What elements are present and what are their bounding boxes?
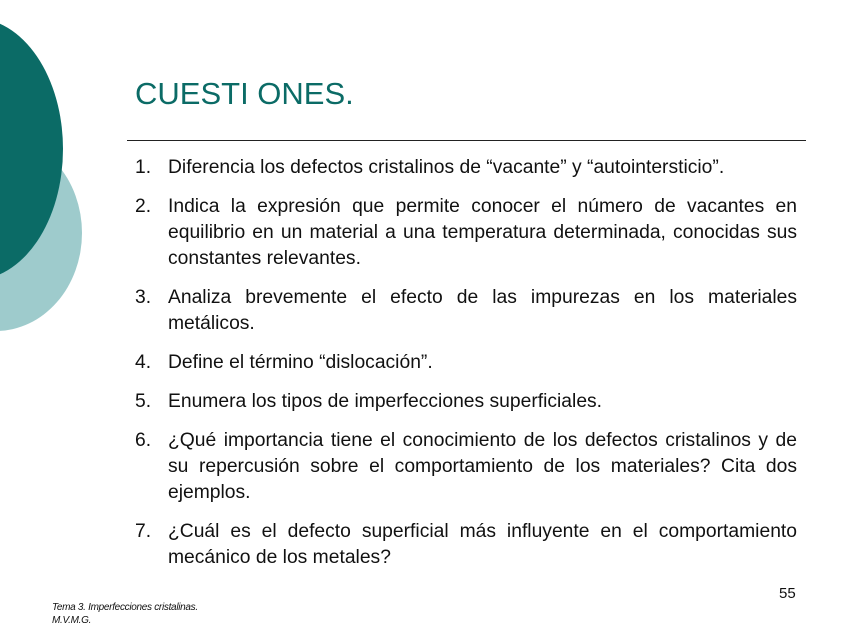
footer-course-topic: Tema 3. Imperfecciones cristalinas. [52,602,198,613]
question-item [135,194,797,272]
slide-title: CUESTI ONES. [135,76,354,111]
question-list [135,155,797,584]
question-number: 3. [135,287,152,308]
question-item [135,155,797,181]
question-item [135,389,797,415]
title-divider [127,140,806,141]
question-item [135,350,797,376]
question-item [135,428,797,506]
question-text: ¿Qué importancia tiene el conocimiento de los defectos cristalinos y de su repercusión sobre el comportamiento de los materiales? Cita dos ejemplos. [168,430,797,503]
question-text: Diferencia los defectos cristalinos de “vacante” y “autointersticio”. [168,157,725,178]
question-text: Enumera los tipos de imperfecciones superficiales. [168,391,603,412]
question-text: ¿Cuál es el defecto superficial más influyente en el comportamiento mecánico de los metales? [168,521,797,568]
question-number: 4. [135,352,152,373]
slide-footer [52,601,198,627]
question-text: Analiza brevemente el efecto de las impurezas en los materiales metálicos. [168,287,797,334]
question-text: Indica la expresión que permite conocer el número de vacantes en equilibrio en un material a una temperatura determinada, conocidas sus constantes relevantes. [168,196,797,269]
question-number: 1. [135,157,152,178]
question-number: 2. [135,196,152,217]
question-number: 7. [135,521,152,542]
footer-author-initials: M.V.M.G. [52,615,92,626]
question-number: 6. [135,430,152,451]
question-number: 5. [135,391,152,412]
question-text: Define el término “dislocación”. [168,352,433,373]
question-item [135,285,797,337]
question-item [135,519,797,571]
page-number: 55 [779,585,796,602]
